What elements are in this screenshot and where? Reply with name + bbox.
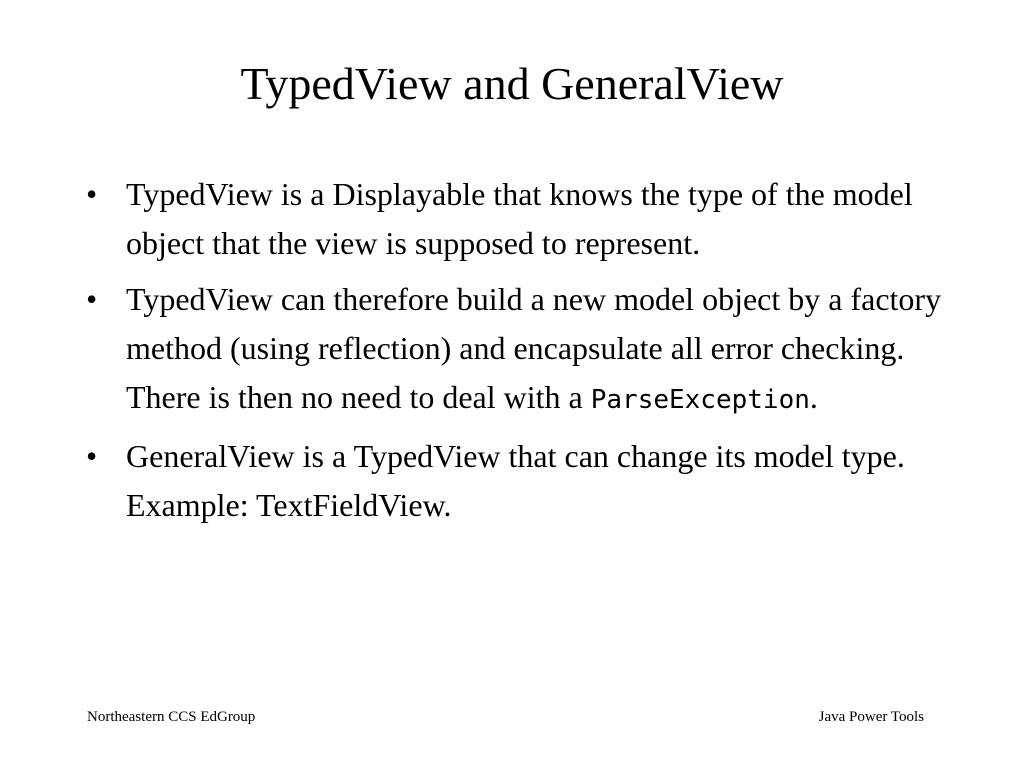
bullet-dot-icon: • bbox=[86, 281, 98, 317]
bullet-text: TypedView can therefore build a new model object by a factory method (using reflection) and encapsulate all error checking. There is then no need to deal with a bbox=[126, 281, 942, 415]
code-parse-exception: ParseException bbox=[590, 385, 810, 415]
footer-right-text: Java Power Tools bbox=[818, 709, 924, 725]
bullet-item-typedview-definition bbox=[86, 170, 956, 268]
bullet-text: GeneralView is a TypedView that can change its model type. Example: TextFieldView. bbox=[126, 438, 905, 523]
bullet-dot-icon: • bbox=[86, 176, 98, 212]
bullet-text: TypedView is a Displayable that knows the type of the model object that the view is supposed to represent. bbox=[126, 176, 913, 261]
bullet-list bbox=[86, 170, 956, 537]
bullet-dot-icon: • bbox=[86, 438, 98, 474]
bullet-text-end: . bbox=[809, 379, 818, 415]
slide-title: TypedView and GeneralView bbox=[240, 58, 784, 109]
bullet-item-generalview bbox=[86, 432, 956, 530]
footer-left-text: Northeastern CCS EdGroup bbox=[87, 709, 256, 725]
bullet-item-factory-method bbox=[86, 275, 956, 425]
